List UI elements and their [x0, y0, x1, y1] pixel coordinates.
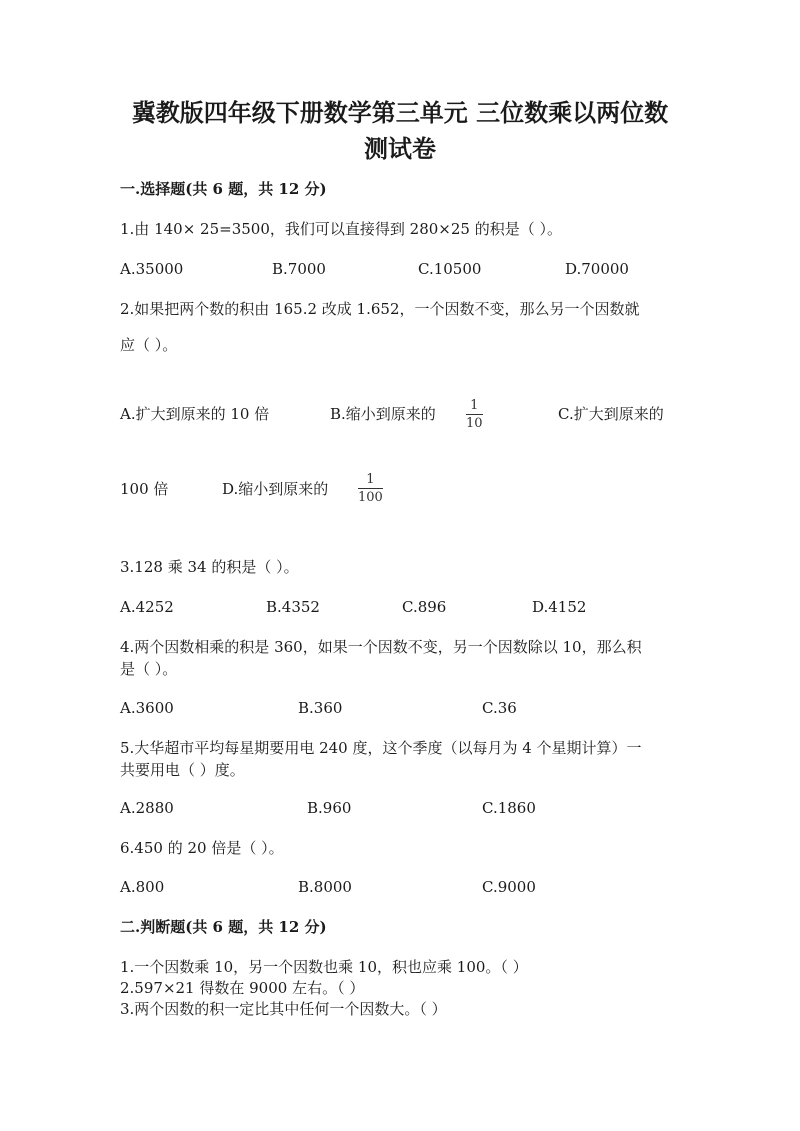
- question-6-option-a: A.800: [120, 878, 165, 896]
- true-false-item-3: 3.两个因数的积一定比其中任何一个因数大。（ ）: [120, 1000, 447, 1018]
- question-3-option-b: B.4352: [266, 598, 320, 616]
- question-4-option-a: A.3600: [120, 699, 174, 717]
- question-1-option-c: C.10500: [418, 260, 482, 278]
- question-1-option-d: D.70000: [565, 260, 629, 278]
- fraction-bar: [466, 414, 483, 415]
- fraction-numerator: 1: [366, 472, 375, 487]
- question-5-option-b: B.960: [307, 799, 352, 817]
- question-1-option-a: A.35000: [120, 260, 184, 278]
- question-5-stem: 5.大华超市平均每星期要用电 240 度，这个季度（以每月为 4 个星期计算）一: [120, 739, 642, 757]
- question-5-stem-continued: 共要用电（ ）度。: [120, 761, 245, 779]
- question-3-stem: 3.128 乘 34 的积是（ ）。: [120, 558, 299, 576]
- question-2-stem: 2.如果把两个数的积由 165.2 改成 1.652，一个因数不变，那么另一个因数就: [120, 300, 640, 318]
- question-6-stem: 6.450 的 20 倍是（ ）。: [120, 839, 284, 857]
- question-4-stem-continued: 是（ ）。: [120, 660, 178, 678]
- question-2-stem-continued: 应（ ）。: [120, 336, 178, 354]
- question-6-option-b: B.8000: [298, 878, 352, 896]
- question-2-option-d: D.缩小到原来的: [222, 480, 329, 498]
- question-3-option-a: A.4252: [120, 598, 174, 616]
- question-6-option-c: C.9000: [482, 878, 536, 896]
- question-4-stem: 4.两个因数相乘的积是 360，如果一个因数不变，另一个因数除以 10，那么积: [120, 638, 642, 656]
- question-1-stem: 1.由 140× 25=3500，我们可以直接得到 280×25 的积是（ ）。: [120, 220, 562, 238]
- true-false-item-2: 2.597×21 得数在 9000 左右。（ ）: [120, 979, 365, 997]
- question-2-option-a: A.扩大到原来的 10 倍: [120, 405, 270, 423]
- fraction-bar: [358, 488, 383, 489]
- fraction-denominator: 100: [358, 490, 383, 505]
- question-3-option-c: C.896: [402, 598, 447, 616]
- section-heading-choice: 一.选择题(共 6 题，共 12 分): [120, 180, 327, 198]
- question-5-option-a: A.2880: [120, 799, 174, 817]
- section-heading-true-false: 二.判断题(共 6 题，共 12 分): [120, 918, 327, 936]
- question-2-option-b-fraction: [466, 398, 483, 431]
- question-4-option-c: C.36: [482, 699, 517, 717]
- true-false-item-1: 1.一个因数乘 10，另一个因数也乘 10，积也应乘 100。（ ）: [120, 958, 528, 976]
- question-2-option-c-continued: 100 倍: [120, 480, 169, 498]
- page-title: 冀教版四年级下册数学第三单元 三位数乘以两位数: [131, 98, 669, 127]
- question-2-option-d-fraction: [358, 472, 383, 505]
- question-2-option-b: B.缩小到原来的: [330, 405, 436, 423]
- fraction-denominator: 10: [466, 416, 483, 431]
- question-1-option-b: B.7000: [272, 260, 326, 278]
- fraction-numerator: 1: [470, 398, 479, 413]
- page-title-continued: 测试卷: [364, 134, 436, 163]
- question-3-option-d: D.4152: [532, 598, 587, 616]
- question-2-option-c: C.扩大到原来的: [558, 405, 664, 423]
- question-5-option-c: C.1860: [482, 799, 536, 817]
- question-4-option-b: B.360: [298, 699, 343, 717]
